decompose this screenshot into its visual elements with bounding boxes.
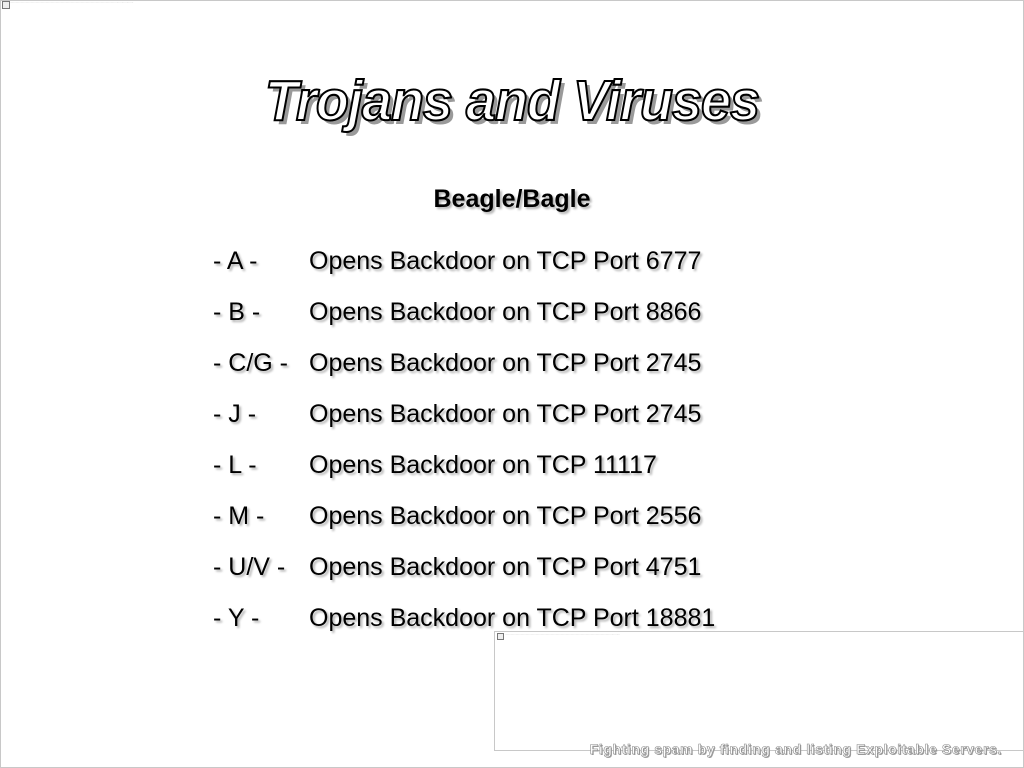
variant-description: Opens Backdoor on TCP Port 18881 [309, 604, 716, 632]
list-item [213, 542, 715, 593]
list-item [213, 287, 715, 338]
list-item [213, 236, 715, 287]
footer-tagline: Fighting spam by finding and listing Exploitable Servers. [589, 741, 1002, 757]
variant-description: Opens Backdoor on TCP Port 2745 [309, 400, 702, 428]
variant-code: - J - [213, 400, 257, 428]
variant-code: - B - [213, 298, 261, 326]
variant-list [213, 236, 715, 644]
variant-description: Opens Backdoor on TCP Port 6777 [309, 247, 702, 275]
broken-image-icon [497, 633, 504, 640]
broken-image-icon [2, 1, 10, 9]
variant-code: - U/V - [213, 553, 286, 581]
variant-code: - C/G - [213, 349, 288, 377]
list-item [213, 389, 715, 440]
variant-code: - A - [213, 247, 258, 275]
variant-description: Opens Backdoor on TCP 11117 [309, 451, 657, 479]
slide-subtitle: Beagle/Bagle [433, 185, 591, 213]
slide-title: Trojans and Viruses [264, 69, 760, 133]
broken-image-placeholder-text: .................................................................................................................................................... [10, 0, 134, 4]
variant-description: Opens Backdoor on TCP Port 2556 [309, 502, 702, 530]
variant-code: - M - [213, 502, 265, 530]
list-item [213, 338, 715, 389]
variant-description: Opens Backdoor on TCP Port 4751 [309, 553, 702, 581]
list-item [213, 440, 715, 491]
variant-description: Opens Backdoor on TCP Port 8866 [309, 298, 702, 326]
broken-image-placeholder-text: .......................................................................................................................................... [505, 632, 621, 636]
broken-image-frame [494, 631, 1024, 751]
variant-code: - Y - [213, 604, 260, 632]
list-item [213, 491, 715, 542]
variant-code: - L - [213, 451, 257, 479]
variant-description: Opens Backdoor on TCP Port 2745 [309, 349, 702, 377]
